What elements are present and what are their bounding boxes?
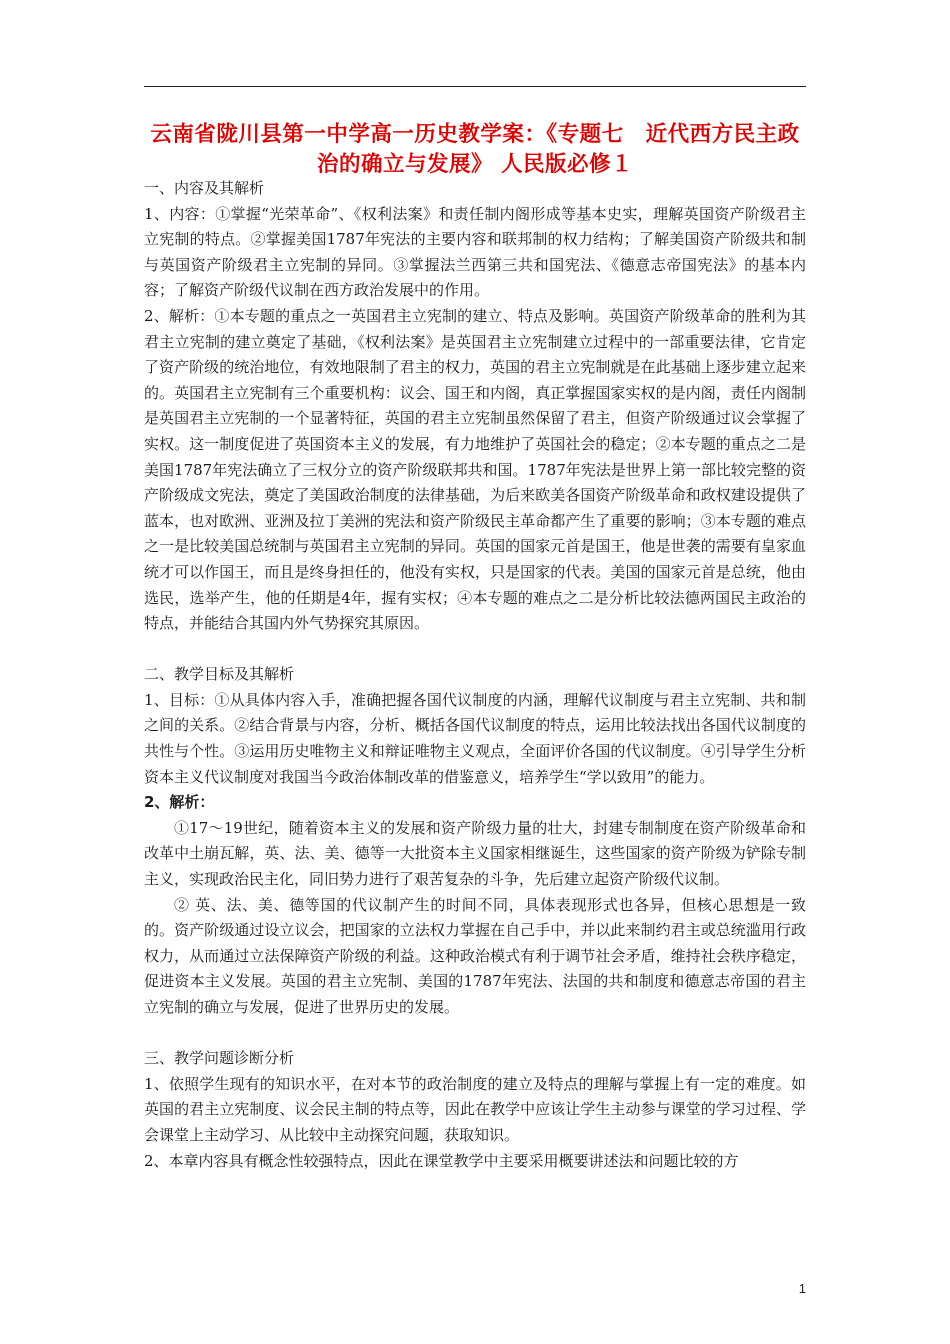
section-heading-1: 一、内容及其解析 bbox=[144, 179, 265, 197]
header-rule bbox=[144, 86, 806, 87]
paragraph-goals: 1、目标：①从具体内容入手，准确把握各国代议制度的内涵，理解代议制度与君主立宪制、共和制之间的关系。②结合背景与内容，分析、概括各国代议制度的特点，运用比较法找出各国代议制度的共性与个性。③运用历史唯物主义和辩证唯物主义观点，全面评价各国的代议制度。④引导学生分析资本主义代议制度对我国当今政治体制改革的借鉴意义，培养学生“学以致用”的能力。 bbox=[144, 690, 806, 786]
paragraph-analysis-label: 2、解析： bbox=[144, 793, 215, 812]
paragraph-analysis: 2、解析：①本专题的重点之一英国君主立宪制的建立、特点及影响。英国资产阶级革命的胜利为其君主立宪制的建立奠定了基础，《权利法案》是英国君主立宪制建立过程中的一部重要法律，它肯定了资产阶级的统治地位，有效地限制了君主的权力，英国的君主立宪制就是在此基础上逐步建立起来的。英国君主立宪制有三个重要机构：议会、国王和内阁，真正掌握国家实权的是内阁，责任内阁制是英国君主立宪制的一个显著特征，英国的君主立宪制虽然保留了君主，但资产阶级通过议会掌握了实权。这一制度促进了英国资本主义的发展，有力地维护了英国社会的稳定；②本专题的重点之二是美国1787年宪法确立了三权分立的资产阶级联邦共和国。1787年宪法是世界上第一部比较完整的资产阶级成文宪法，奠定了美国政治制度的法律基础，为后来欧美各国资产阶级革命和政权建设提供了蓝本，也对欧洲、亚洲及拉丁美洲的宪法和资产阶级民主革命都产生了重要的影响；③本专题的难点之一是比较美国总统制与英国君主立宪制的异同。英国的国家元首是国王，他是世袭的需要有皇家血统才可以作国王，而且是终身担任的，他没有实权，只是国家的代表。美国的国家元首是总统，他由选民，选举产生，他的任期是4年，握有实权；④本专题的难点之二是分析比较法德两国民主政治的特点，并能结合其国内外气势探究其原因。 bbox=[144, 306, 806, 633]
section-heading-3: 三、教学问题诊断分析 bbox=[144, 1049, 295, 1068]
page-number: 1 bbox=[798, 1281, 806, 1296]
section-spacer bbox=[144, 1021, 806, 1047]
section-spacer bbox=[144, 637, 806, 663]
paragraph-diagnosis-2: 2、本章内容具有概念性较强特点，因此在课堂教学中主要采用概要讲述法和问题比较的方 bbox=[144, 1151, 739, 1170]
document-page bbox=[144, 0, 806, 1344]
paragraph-diagnosis-1: 1、依照学生现有的知识水平，在对本节的政治制度的建立及特点的理解与掌握上有一定的难度。如英国的君主立宪制度、议会民主制的特点等，因此在教学中应该让学生主动参与课堂的学习过程、学会课堂上主动学习、从比较中主动探究问题，获取知识。 bbox=[144, 1074, 806, 1144]
document-title: 云南省陇川县第一中学高一历史教学案：《专题七 近代西方民主政治的确立与发展》 人民版必修１ bbox=[150, 122, 800, 177]
paragraph-analysis-point-1: ①17～19世纪，随着资本主义的发展和资产阶级力量的壮大，封建专制制度在资产阶级革命和改革中土崩瓦解，英、法、美、德等一大批资本主义国家相继诞生，这些国家的资产阶级为铲除专制主义，实现政治民主化，同旧势力进行了艰苦复杂的斗争，先后建立起资产阶级代议制。 bbox=[144, 818, 806, 889]
paragraph-analysis-point-2: ② 英、法、美、德等国的代议制产生的时间不同，具体表现形式也各异，但核心思想是一致的。资产阶级通过设立议会，把国家的立法权力掌握在自己手中，并以此来制约君主或总统滥用行政权力，从而通过立法保障资产阶级的利益。这种政治模式有利于调节社会矛盾，维持社会秩序稳定，促进资本主义发展。英国的君主立宪制、美国的1787年宪法、法国的共和制度和德意志帝国的君主立宪制的确立与发展，促进了世界历史的发展。 bbox=[144, 895, 806, 1016]
section-heading-2: 二、教学目标及其解析 bbox=[144, 665, 295, 684]
paragraph-content: 1、内容：①掌握“光荣革命”、《权利法案》和责任制内阁形成等基本史实，理解英国资产阶级君主立宪制的特点。②掌握美国1787年宪法的主要内容和联邦制的权力结构；了解美国资产阶级共和制与英国资产阶级君主立宪制的异同。③掌握法兰西第三共和国宪法、《德意志帝国宪法》的基本内容；了解资产阶级代议制在西方政治发展中的作用。 bbox=[144, 204, 806, 300]
document-body bbox=[144, 176, 806, 1174]
